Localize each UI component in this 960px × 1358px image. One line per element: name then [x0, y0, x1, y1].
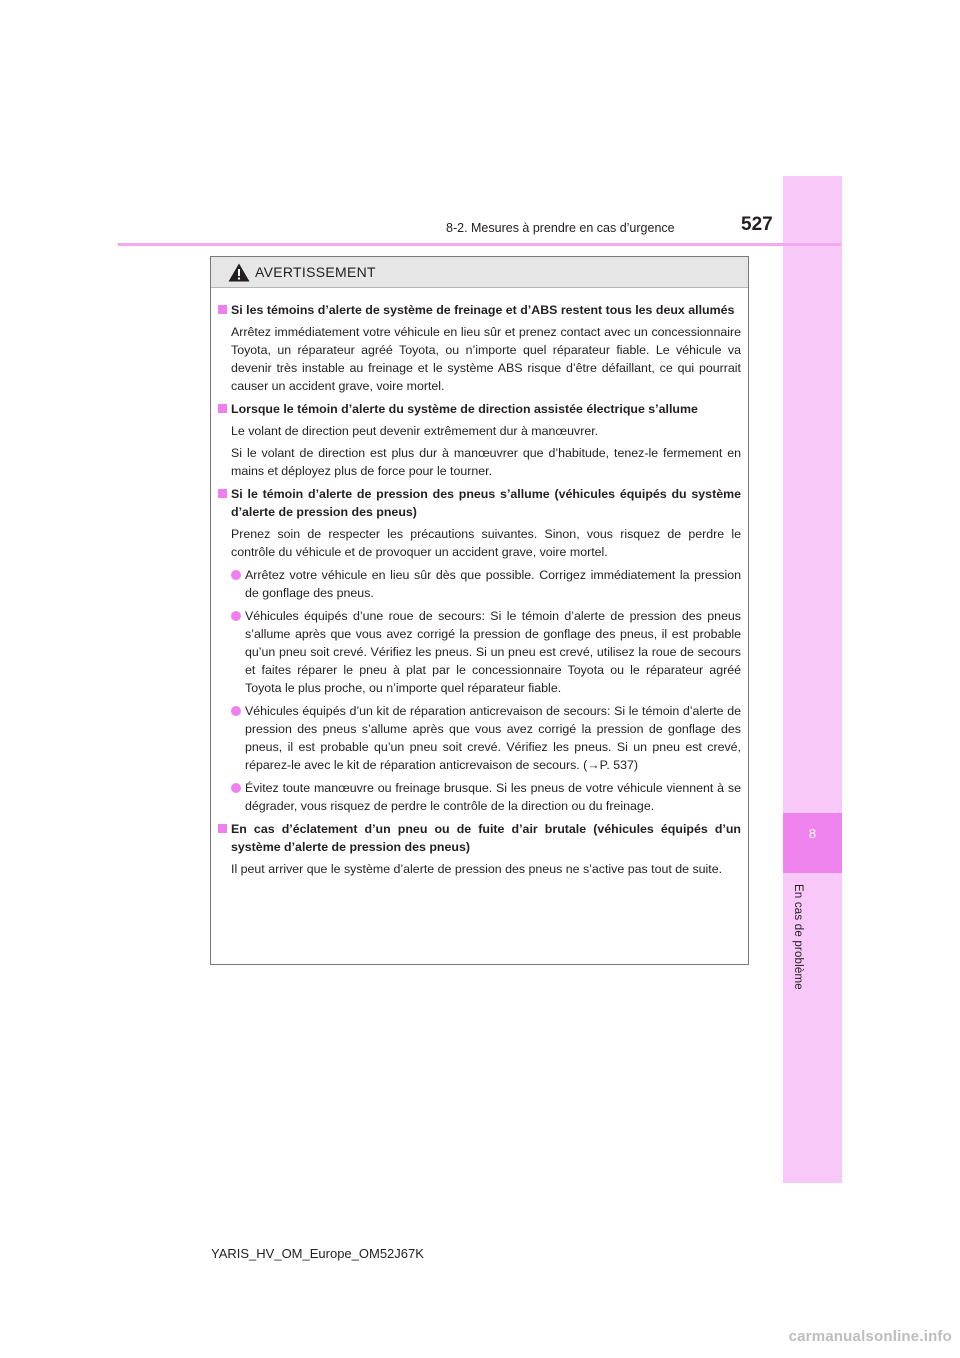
warning-bullet-text: Arrêtez votre véhicule en lieu sûr dès que possible. Corrigez immédiatement la pression de gonflage des pneus. [245, 568, 741, 600]
square-bullet-icon [218, 305, 227, 314]
warning-bullet [231, 779, 741, 815]
warning-bullet-text: Véhicules équipés d’une roue de secours: Si le témoin d’alerte de pression des pneus s’allume après que vous avez corrigé la pression de gonflage des pneus, il est probable qu’un pneu soit crevé. Vérifiez les pneus. Si un pneu est crevé, utilisez la roue de secours et faites réparer le pneu à plat par le concessionnaire Toyota ou le réparateur agréé Toyota le plus proche, ou n’importe quel réparateur fiable. [245, 609, 741, 695]
circle-bullet-icon [231, 706, 241, 716]
side-tab-chapter-label: En cas de problème [792, 884, 804, 990]
warning-paragraph: Arrêtez immédiatement votre véhicule en lieu sûr et prenez contact avec un concessionnaire Toyota, un réparateur agréé Toyota, ou n’importe quel réparateur fiable. Le véhicule va devenir très instable au freinage et le système ABS risque d’être défaillant, ce qui pourrait causer un accident grave, voire mortel. [231, 325, 741, 393]
header-divider [118, 243, 841, 246]
circle-bullet-icon [231, 570, 241, 580]
warning-triangle-icon [228, 263, 250, 282]
circle-bullet-icon [231, 783, 241, 793]
warning-paragraph: Le volant de direction peut devenir extrêmement dur à manœuvrer. [231, 424, 599, 438]
warning-item-title-text: Lorsque le témoin d’alerte du système de direction assistée électrique s’allume [231, 402, 698, 416]
warning-bullet [231, 566, 741, 602]
side-tab-chapter-number: 8 [808, 826, 817, 841]
warning-item-title [218, 485, 741, 521]
warning-body [211, 288, 748, 878]
warning-item [218, 820, 741, 878]
warning-bullet [231, 702, 741, 774]
circle-bullet-icon [231, 611, 241, 621]
square-bullet-icon [218, 404, 227, 413]
warning-item-title [218, 400, 741, 418]
warning-item [218, 301, 741, 395]
page-number: 527 [741, 214, 773, 235]
warning-item [218, 400, 741, 480]
warning-box [210, 256, 749, 965]
warning-item-title [218, 301, 741, 319]
warning-item-title-text: En cas d’éclatement d’un pneu ou de fuite d’air brutale (véhicules équipés d’un système d’alerte de pression des pneus) [231, 822, 741, 854]
watermark: carmanualsonline.info [788, 1328, 952, 1345]
warning-item-title-text: Si le témoin d’alerte de pression des pneus s’allume (véhicules équipés du système d’alerte de pression des pneus) [231, 487, 741, 519]
warning-bullet-text: Évitez toute manœuvre ou freinage brusque. Si les pneus de votre véhicule viennent à se dégrader, vous risquez de perdre le contrôle de la direction ou du freinage. [245, 781, 741, 813]
warning-header [211, 257, 748, 288]
warning-bullet [231, 607, 741, 697]
warning-bullet-text: Véhicules équipés d’un kit de réparation anticrevaison de secours: Si le témoin d’alerte de pression des pneus s’allume après que vous avez corrigé la pression de gonflage des pneus, il est probable qu’un pneu soit crevé. Vérifiez les pneus. Si un pneu est crevé, réparez-le avec le kit de réparation anticrevaison de secours. (→P. 537) [245, 704, 741, 772]
document-code: YARIS_HV_OM_Europe_OM52J67K [211, 1246, 424, 1261]
warning-paragraph: Si le volant de direction est plus dur à manœuvrer que d’habitude, tenez-le fermement en mains et déployez plus de force pour le tourner. [231, 446, 741, 478]
side-tab [783, 176, 842, 1183]
warning-item-title-text: Si les témoins d’alerte de système de freinage et d’ABS restent tous les deux allumés [231, 303, 735, 317]
section-title: 8-2. Mesures à prendre en cas d’urgence [446, 221, 675, 235]
warning-item-title [218, 820, 741, 856]
warning-title: AVERTISSEMENT [255, 264, 376, 280]
warning-item [218, 485, 741, 815]
warning-paragraph: Il peut arriver que le système d’alerte de pression des pneus ne s’active pas tout de suite. [231, 862, 723, 876]
square-bullet-icon [218, 489, 227, 498]
warning-paragraph: Prenez soin de respecter les précautions suivantes. Sinon, vous risquez de perdre le contrôle du véhicule et de provoquer un accident grave, voire mortel. [231, 527, 741, 559]
square-bullet-icon [218, 824, 227, 833]
side-tab-chapter-marker [783, 813, 842, 873]
